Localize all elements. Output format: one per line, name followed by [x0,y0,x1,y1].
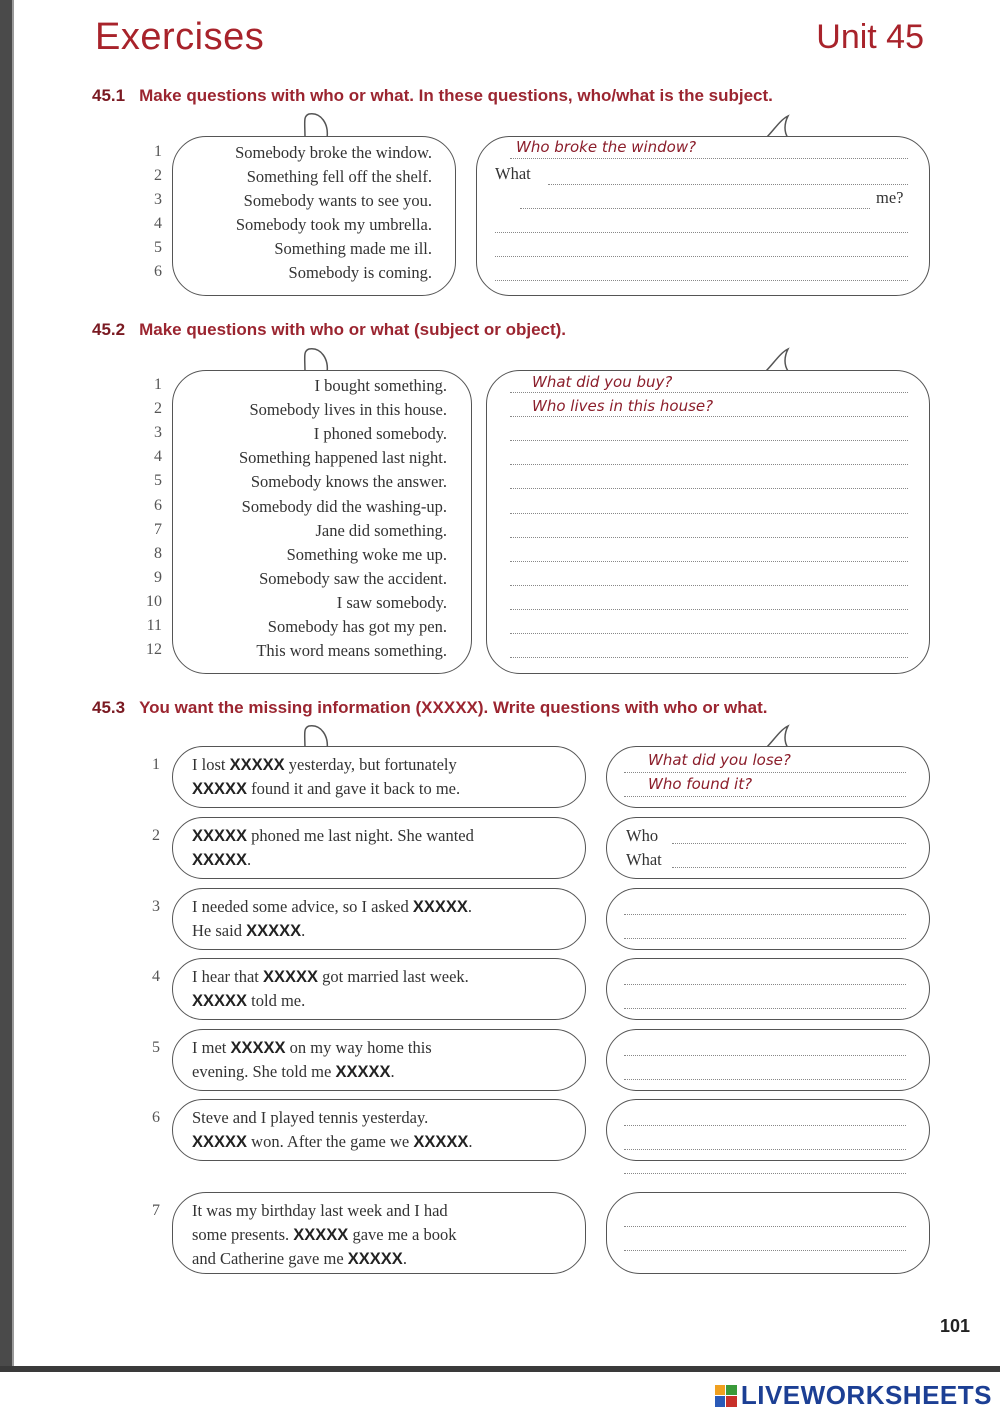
prompt-line [192,1199,456,1223]
liveworksheets-icon [715,1385,737,1407]
section-45-2-header [92,320,566,340]
prompt-line [192,1130,473,1154]
answer-line[interactable] [624,1035,906,1056]
item-number: 11 [146,617,162,634]
missing-info-marker: XXXXX [192,827,248,845]
page-edge-rule [0,0,12,1366]
missing-info-marker: XXXXX [192,851,248,869]
item-number: 5 [154,472,162,490]
prompt-line [192,1036,432,1060]
prompt-sentence: Somebody knows the answer. [250,472,447,492]
missing-info-marker: XXXXX [192,780,248,798]
answer-line-2[interactable] [548,164,908,185]
answer-line[interactable] [510,589,908,610]
prompt-text: evening. She told me [192,1062,336,1081]
item-number: 8 [154,544,162,562]
brand-text: LIVEWORKSHEETS [740,1380,992,1410]
answer-line[interactable] [510,444,908,465]
prompt-line [192,753,460,777]
prompt-sentence: I phoned somebody. [313,424,447,444]
answer-line-1 [510,138,908,159]
liveworksheets-logo[interactable] [715,1380,992,1411]
section-number: 45.2 [92,320,126,339]
example-answer: What did you lose? [648,751,791,769]
item-number: 3 [154,191,162,208]
missing-info-marker: XXXXX [263,968,319,986]
prompt-text: and Catherine gave me [192,1249,348,1268]
item-number: 4 [152,968,160,985]
prompt-text: I met [192,1038,231,1057]
section-number: 45.3 [92,698,126,717]
answer-line[interactable] [672,847,906,868]
answer-line[interactable] [510,613,908,634]
answer-line[interactable] [624,1105,906,1126]
page-title: Exercises [95,16,265,58]
prompt-sentence: Somebody has got my pen. [267,617,447,636]
item-number: 1 [154,143,162,160]
prompt-paragraph [192,1036,432,1084]
page-number: 101 [939,1316,970,1336]
item-number: 3 [152,898,160,915]
prompt-line [192,777,460,801]
prompt-text: I lost [192,755,230,774]
item-number: 6 [154,496,162,514]
prompt-text: I hear that [192,967,264,986]
prompt-text: I needed some advice, so I asked [192,897,413,916]
prompt-line [192,1223,456,1247]
answer-line-3[interactable] [520,188,870,209]
answer-line-5[interactable] [495,236,908,257]
missing-info-marker: XXXXX [347,1250,403,1268]
prompt-text: . [390,1062,395,1081]
section-45-1-header [92,86,773,106]
prompt-sentence: Something fell off the shelf. [246,167,432,186]
item-number: 1 [154,376,162,393]
prompt-sentence: Somebody took my umbrella. [235,215,432,234]
answer-line[interactable] [624,894,906,915]
answer-line[interactable] [624,988,906,1009]
prompt-line [192,965,469,989]
prompt-text: It was my birthday last week and I had [192,1201,448,1220]
unit-label: Unit 45 [816,18,924,56]
prompt-sentence: Something happened last night. [238,448,447,468]
item-number: 6 [154,263,162,280]
item-number: 5 [154,239,162,256]
prompt-line [192,1060,432,1084]
prompt-sentence: Something made me ill. [274,239,432,258]
prompt-text: some presents. [192,1225,294,1244]
item-number: 3 [154,424,162,442]
item-number: 2 [154,167,162,184]
item-number: 4 [154,448,162,466]
item-number: 9 [154,568,162,586]
section-instruction: Make questions with who or what (subject or object). [139,320,567,339]
prompt-text: found it and gave it back to me. [247,779,461,798]
answer-line[interactable] [624,1129,906,1150]
item-number: 2 [152,827,160,844]
prompt-sentence: Somebody wants to see you. [243,191,432,210]
prompt-paragraph [192,965,469,1013]
item-number: 7 [154,520,162,538]
answer-line[interactable] [624,964,906,985]
page-bottom-rule [0,1366,1000,1372]
item-number: 2 [154,400,162,418]
answer-prefix-what: What [495,164,531,183]
answer-line[interactable] [624,918,906,939]
prompt-sentence: Somebody lives in this house. [249,400,447,420]
answer-line[interactable] [510,565,908,586]
prompt-paragraph [192,895,472,943]
prompt-text: phoned me last night. She wanted [247,826,474,845]
prompt-line [192,919,472,943]
item-number: 5 [152,1039,160,1056]
prompt-line [192,848,474,872]
answer-prefix-what: What [626,850,662,869]
answer-line[interactable] [510,637,908,658]
prompt-sentence: Somebody broke the window. [235,143,432,162]
prompt-text: . [247,850,252,869]
missing-info-marker: XXXXX [192,992,248,1010]
prompt-text: Steve and I played tennis yesterday. [192,1108,429,1127]
prompt-sentence: This word means something. [256,641,447,661]
answer-line[interactable] [510,517,908,538]
page-edge-rule-inner [12,0,14,1366]
prompt-text: got married last week. [318,967,469,986]
answer-line[interactable] [510,541,908,562]
prompt-sentence: Somebody is coming. [288,263,432,282]
answer-line[interactable] [624,1153,906,1174]
prompt-sentence: Jane did something. [315,520,447,540]
prompt-sentence: Somebody saw the accident. [259,568,447,588]
section-instruction: You want the missing information (XXXXX). Write questions with who or what. [139,698,768,717]
prompt-line [192,824,474,848]
missing-info-marker: XXXXX [335,1063,391,1081]
answer-line[interactable] [510,493,908,514]
answer-line[interactable] [510,468,908,489]
prompt-text: . [402,1249,407,1268]
answer-line[interactable] [672,823,906,844]
example-answer: Who broke the window? [516,138,697,156]
prompt-text: . [301,921,306,940]
section-number: 45.1 [92,86,126,105]
answer-line[interactable] [510,420,908,441]
prompt-text: yesterday, but fortunately [284,755,457,774]
answer-line-4[interactable] [495,212,908,233]
section-45-3-header [92,698,768,718]
answer-line-6[interactable] [495,260,908,281]
answer-line[interactable] [624,1230,906,1251]
prompt-sentence: I saw somebody. [336,592,447,612]
prompt-paragraph [192,753,460,801]
missing-info-marker: XXXXX [293,1226,349,1244]
prompt-line [192,1247,456,1271]
item-number: 7 [152,1202,160,1219]
missing-info-marker: XXXXX [412,898,468,916]
section-instruction: Make questions with who or what. In these questions, who/what is the subject. [139,86,773,105]
prompt-line [192,989,469,1013]
prompt-line [192,1106,473,1130]
item-number: 1 [152,756,160,773]
missing-info-marker: XXXXX [230,1039,286,1057]
item-number: 12 [146,641,162,659]
prompt-text: on my way home this [285,1038,432,1057]
missing-info-marker: XXXXX [246,922,302,940]
answer-line[interactable] [624,1059,906,1080]
item-number: 4 [154,215,162,232]
prompt-sentence: Somebody did the washing-up. [241,496,447,516]
prompt-text: He said [192,921,247,940]
prompt-sentence: I bought something. [314,376,447,395]
prompt-paragraph [192,824,474,872]
missing-info-marker: XXXXX [413,1133,469,1151]
speech-tail-right [760,343,810,373]
example-answer: What did you buy? [532,373,673,391]
prompt-paragraph [192,1199,456,1271]
item-number: 10 [146,592,162,610]
missing-info-marker: XXXXX [192,1133,248,1151]
prompt-sentence: Something woke me up. [286,544,447,564]
prompt-text: . [467,897,472,916]
answer-line[interactable] [624,1206,906,1227]
missing-info-marker: XXXXX [229,756,285,774]
prompt-text: gave me a book [348,1225,457,1244]
answer-suffix-me: me? [876,188,904,207]
prompt-text: won. After the game we [247,1132,414,1151]
example-answer: Who lives in this house? [532,397,714,416]
answer-prefix-who: Who [626,826,659,845]
prompt-line [192,895,472,919]
prompt-text: . [468,1132,473,1151]
prompt-text: told me. [247,991,306,1010]
example-answer: Who found it? [648,775,753,793]
item-number: 6 [152,1109,160,1126]
prompt-paragraph [192,1106,473,1154]
